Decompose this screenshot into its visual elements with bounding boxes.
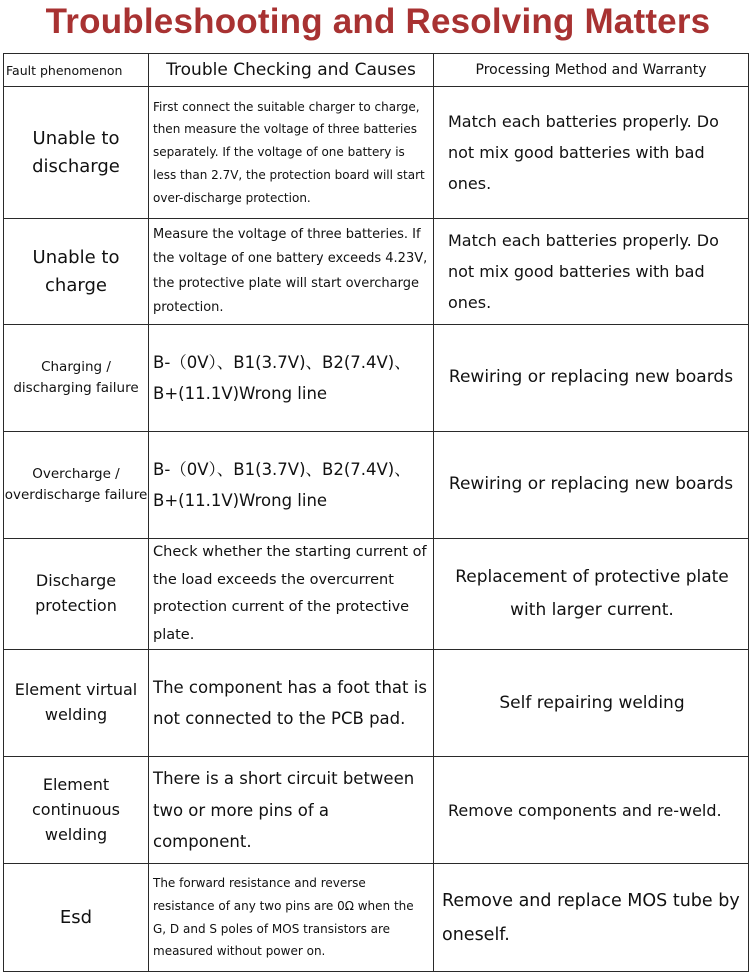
- fault-cell: Discharge protection: [4, 539, 149, 650]
- cause-cell: B-（0V）、B1(3.7V)、B2(7.4V)、B+(11.1V)Wrong line: [149, 325, 434, 432]
- table-row: [4, 864, 749, 972]
- table-header-row: [4, 54, 749, 87]
- cause-cell: The component has a foot that is not connected to the PCB pad.: [149, 650, 434, 757]
- fault-cell: Overcharge / overdischarge failure: [4, 432, 149, 539]
- table-row: [4, 757, 749, 864]
- header-trouble-checking: Trouble Checking and Causes: [149, 54, 434, 87]
- method-cell: Rewiring or replacing new boards: [434, 432, 749, 539]
- table-row: [4, 432, 749, 539]
- cause-cell: B-（0V）、B1(3.7V)、B2(7.4V)、B+(11.1V)Wrong line: [149, 432, 434, 539]
- page-title: Troubleshooting and Resolving Matters: [45, 2, 711, 41]
- method-cell: Match each batteries properly. Do not mix good batteries with bad ones.: [434, 219, 749, 325]
- cause-cell: First connect the suitable charger to charge, then measure the voltage of three batteries separately. If the voltage of one battery is less than 2.7V, the protection board will start over-discharge protection.: [149, 87, 434, 219]
- cause-cell: There is a short circuit between two or more pins of a component.: [149, 757, 434, 864]
- method-cell: Rewiring or replacing new boards: [434, 325, 749, 432]
- cause-cell: Check whether the starting current of the load exceeds the overcurrent protection current of the protective plate.: [149, 539, 434, 650]
- table-row: [4, 325, 749, 432]
- header-processing-method: Processing Method and Warranty: [434, 54, 749, 87]
- fault-cell: Esd: [4, 864, 149, 972]
- table-row: [4, 650, 749, 757]
- header-fault-phenomenon: Fault phenomenon: [4, 54, 149, 87]
- cause-cell: Measure the voltage of three batteries. If the voltage of one battery exceeds 4.23V, the protective plate will start overcharge protection.: [149, 219, 434, 325]
- table-row: [4, 539, 749, 650]
- fault-cell: Element virtual welding: [4, 650, 149, 757]
- method-cell: Remove components and re-weld.: [434, 757, 749, 864]
- fault-cell: Unable to discharge: [4, 87, 149, 219]
- fault-cell: Element continuous welding: [4, 757, 149, 864]
- method-cell: Remove and replace MOS tube by oneself.: [434, 864, 749, 972]
- fault-cell: Unable to charge: [4, 219, 149, 325]
- cause-cell: The forward resistance and reverse resistance of any two pins are 0Ω when the G, D and S poles of MOS transistors are measured without power on.: [149, 864, 434, 972]
- fault-cell: Charging / discharging failure: [4, 325, 149, 432]
- table-row: [4, 87, 749, 219]
- troubleshooting-table: [3, 53, 749, 972]
- method-cell: Replacement of protective plate with larger current.: [434, 539, 749, 650]
- method-cell: Match each batteries properly. Do not mix good batteries with bad ones.: [434, 87, 749, 219]
- table-row: [4, 219, 749, 325]
- method-cell: Self repairing welding: [434, 650, 749, 757]
